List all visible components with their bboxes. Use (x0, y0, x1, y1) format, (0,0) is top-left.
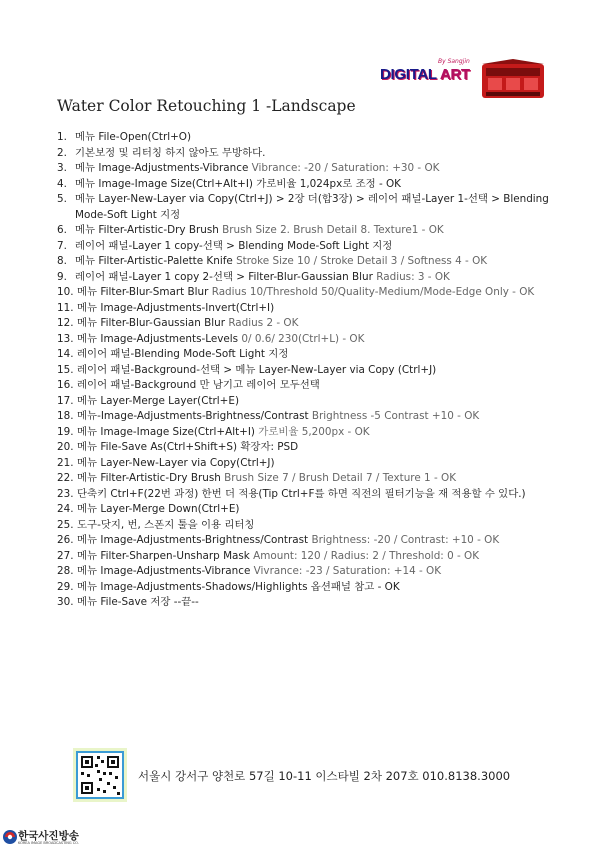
step-text (77, 285, 550, 301)
step-text (77, 394, 550, 410)
step-instruction: 메뉴 Filter-Artistic-Palette Knife (75, 255, 237, 267)
step-text (77, 363, 550, 379)
step-number: 24. (57, 503, 74, 515)
step-number: 25. (57, 518, 74, 531)
step-instruction: 도구-닷지, 번, 스폰지 툴을 이용 리터칭 (77, 518, 255, 531)
step-text (75, 254, 550, 270)
step-instruction: 메뉴 Filter-Blur-Smart Blur (77, 286, 212, 298)
step-text (75, 161, 550, 177)
step-number: 15. (57, 363, 74, 376)
step-parameters: Radius 10/Threshold 50/Quality-Medium/Mode-Edge Only - OK (211, 286, 535, 298)
step-instruction: 메뉴 Image-Adjustments-Levels (77, 332, 242, 345)
step-parameters: Vibrance: -20 / Saturation: +30 - OK (251, 162, 440, 174)
step-item (57, 425, 550, 441)
step-item (57, 440, 550, 456)
step-number: 2. (57, 146, 67, 159)
step-text (77, 316, 550, 332)
step-number: 29. (57, 580, 74, 593)
step-text (77, 332, 550, 348)
logo-graphic-icon (480, 58, 546, 102)
step-text (77, 549, 550, 565)
step-instruction: 메뉴 Image-Adjustments-Brightness/Contrast (77, 534, 312, 546)
step-number: 23. (57, 487, 74, 500)
step-instruction: 레이어 패널-Layer 1 copy-선택 > Blending Mode-Soft Light 지정 (75, 239, 393, 252)
step-text (77, 347, 550, 363)
step-item (57, 177, 550, 193)
step-instruction: 메뉴 Image-Adjustments-Shadows/Highlights 옵션패널 참고 - OK (77, 580, 400, 593)
step-parameters: Brush Size 7 / Brush Detail 7 / Texture 1 - OK (224, 472, 457, 484)
step-text (75, 223, 550, 239)
step-parameters: Stroke Size 10 / Stroke Detail 3 / Softness 4 - OK (236, 255, 488, 267)
step-text (77, 378, 550, 394)
step-number: 9. (57, 270, 67, 283)
logo-text-main: DIGITAL (380, 66, 437, 83)
step-instruction: 메뉴 File-Open(Ctrl+O) (75, 131, 192, 143)
step-text (77, 471, 550, 487)
step-item (57, 533, 550, 549)
step-instruction: 메뉴 Image-Image Size(Ctrl+Alt+I) 가로비율 1,024px로 조정 - OK (75, 177, 401, 190)
step-parameters: 가로비율 5,200px - OK (258, 425, 370, 438)
step-text (77, 518, 550, 534)
qr-code-icon (73, 748, 127, 802)
step-instruction: 레이어 패널-Background 만 남기고 레이어 모두선택 (77, 379, 320, 391)
brand-name: 한국사진방송 (18, 830, 79, 842)
step-instruction: 단축키 Ctrl+F(22번 과정) 한번 더 적용(Tip Ctrl+F를 하면 직전의 필터기능을 재 적용할 수 있다.) (77, 487, 526, 500)
step-parameters: Brush Size 2. Brush Detail 8. Texture1 - OK (222, 224, 444, 236)
step-item (57, 394, 550, 410)
step-text (75, 130, 550, 146)
logo-text-accent: ART (439, 66, 470, 83)
step-item (57, 502, 550, 518)
step-text (77, 301, 550, 317)
step-instruction: 메뉴 Image-Image Size(Ctrl+Alt+I) (77, 425, 259, 438)
step-item (57, 254, 550, 270)
step-item (57, 409, 550, 425)
broadcaster-brand (0, 826, 120, 848)
step-text (77, 456, 550, 472)
step-instruction: 메뉴 File-Save 저장 --끝-- (77, 596, 199, 608)
step-item (57, 595, 550, 611)
step-number: 21. (57, 456, 74, 469)
step-item (57, 130, 550, 146)
step-number: 10. (57, 286, 74, 298)
step-instruction: 메뉴 Image-Adjustments-Vibrance (77, 565, 254, 577)
step-number: 4. (57, 177, 67, 190)
step-parameters: Amount: 120 / Radius: 2 / Threshold: 0 - OK (253, 549, 480, 562)
step-text (75, 270, 550, 286)
step-parameters: Vivrance: -23 / Saturation: +14 - OK (253, 565, 442, 577)
step-instruction: 메뉴 Filter-Artistic-Dry Brush (75, 224, 223, 236)
brand-logo-icon (2, 829, 18, 845)
step-text (77, 580, 550, 596)
step-item (57, 192, 550, 223)
step-instruction: 레이어 패널-Layer 1 copy 2-선택 > Filter-Blur-Gaussian Blur (75, 270, 377, 283)
step-item (57, 518, 550, 534)
step-number: 5. (57, 193, 67, 205)
brand-subtitle: KOREA IMAGE BROADCASTING CO. (18, 841, 79, 845)
step-number: 26. (57, 534, 74, 546)
step-number: 30. (57, 596, 74, 608)
step-item (57, 580, 550, 596)
step-instruction: 메뉴 Image-Adjustments-Invert(Ctrl+I) (77, 301, 275, 314)
step-text (77, 595, 550, 611)
step-instruction: 메뉴 File-Save As(Ctrl+Shift+S) 확장자: PSD (77, 441, 299, 453)
step-item (57, 301, 550, 317)
step-parameters: Radius 2 - OK (228, 317, 299, 329)
contact-address: 서울시 강서구 양천로 57길 10-11 이스타빌 2차 207호 010.8138.3000 (138, 769, 511, 783)
step-item (57, 456, 550, 472)
step-text (77, 533, 550, 549)
step-text (75, 192, 550, 223)
step-text (75, 146, 550, 162)
logo-wordmark (380, 66, 470, 83)
step-item (57, 487, 550, 503)
step-number: 22. (57, 472, 74, 484)
step-item (57, 270, 550, 286)
step-text (77, 440, 550, 456)
step-instruction: 메뉴 Layer-Merge Layer(Ctrl+E) (77, 394, 240, 407)
step-item (57, 239, 550, 255)
step-number: 16. (57, 379, 74, 391)
step-instruction: 메뉴 Layer-New-Layer via Copy(Ctrl+J) > 2장 더(합3장) > 레이어 패널-Layer 1-선택 > Blending Mode-Soft Light 지정 (75, 193, 549, 221)
step-parameters: 0/ 0.6/ 230(Ctrl+L) - OK (241, 332, 365, 345)
digital-art-logo (380, 58, 548, 102)
step-item (57, 146, 550, 162)
step-item (57, 332, 550, 348)
step-item (57, 285, 550, 301)
step-text (77, 425, 550, 441)
step-item (57, 347, 550, 363)
step-instruction: 메뉴 Filter-Blur-Gaussian Blur (77, 317, 229, 329)
step-text (75, 239, 550, 255)
step-instruction: 메뉴 Layer-Merge Down(Ctrl+E) (77, 503, 240, 515)
step-number: 27. (57, 549, 74, 562)
step-item (57, 564, 550, 580)
step-number: 3. (57, 162, 67, 174)
step-number: 12. (57, 317, 74, 329)
step-item (57, 223, 550, 239)
step-instruction: 레이어 패널-Blending Mode-Soft Light 지정 (77, 348, 289, 360)
step-parameters: Brightness: -20 / Contrast: +10 - OK (311, 534, 500, 546)
step-item (57, 471, 550, 487)
step-instruction: 메뉴 Image-Adjustments-Vibrance (75, 162, 252, 174)
page-title: Water Color Retouching 1 -Landscape (57, 97, 356, 115)
step-number: 18. (57, 410, 74, 422)
step-number: 6. (57, 224, 67, 236)
step-parameters: Radius: 3 - OK (376, 270, 450, 283)
step-number: 14. (57, 348, 74, 360)
step-number: 20. (57, 441, 74, 453)
retouching-steps-list (57, 130, 550, 611)
step-instruction: 메뉴 Filter-Artistic-Dry Brush (77, 472, 225, 484)
step-instruction: 레이어 패널-Background-선택 > 메뉴 Layer-New-Layer via Copy (Ctrl+J) (77, 363, 437, 376)
step-text (75, 177, 550, 193)
step-item (57, 378, 550, 394)
step-number: 7. (57, 239, 67, 252)
step-text (77, 502, 550, 518)
step-number: 11. (57, 301, 74, 314)
step-instruction: 메뉴 Layer-New-Layer via Copy(Ctrl+J) (77, 456, 275, 469)
step-item (57, 161, 550, 177)
step-instruction: 메뉴-Image-Adjustments-Brightness/Contrast (77, 410, 312, 422)
step-number: 17. (57, 394, 74, 407)
step-number: 1. (57, 131, 67, 143)
step-instruction: 메뉴 Filter-Sharpen-Unsharp Mask (77, 549, 254, 562)
step-number: 13. (57, 332, 74, 345)
step-number: 19. (57, 425, 74, 438)
logo-tagline: By Sangjin (438, 58, 470, 65)
step-number: 8. (57, 255, 67, 267)
step-item (57, 549, 550, 565)
step-text (77, 409, 550, 425)
step-text (77, 564, 550, 580)
step-item (57, 363, 550, 379)
step-parameters: Brightness -5 Contrast +10 - OK (311, 410, 480, 422)
step-instruction: 기본보정 및 리터칭 하지 않아도 무방하다. (75, 146, 266, 159)
step-text (77, 487, 550, 503)
step-item (57, 316, 550, 332)
step-number: 28. (57, 565, 74, 577)
